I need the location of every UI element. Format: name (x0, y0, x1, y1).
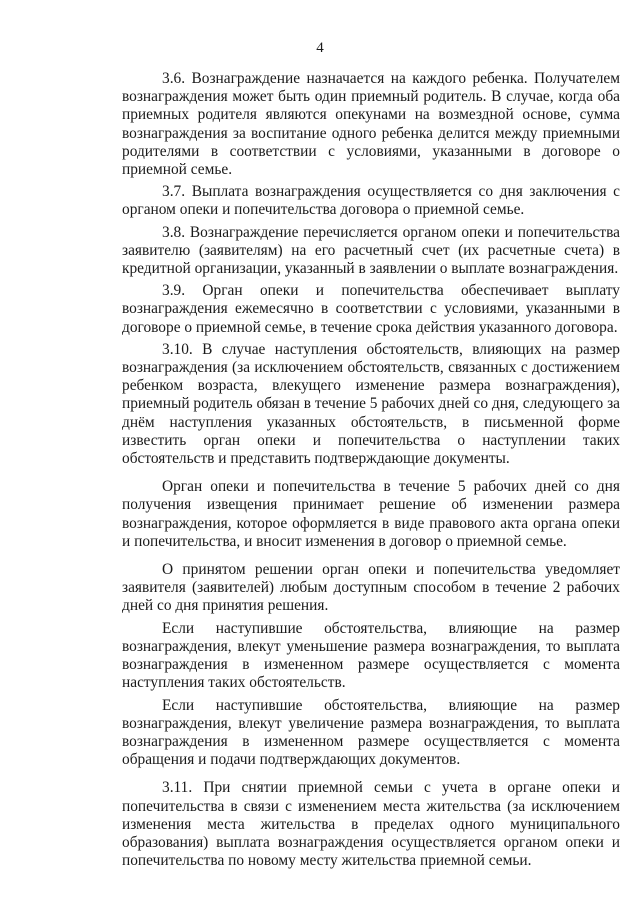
paragraph-notification: О принятом решении орган опеки и попечительства уведомляет заявителя (заявителей) любым доступным способом в течение 2 рабочих дней со дня принятия решения. (122, 561, 620, 615)
paragraph-increase: Если наступившие обстоятельства, влияющие на размер вознаграждения, влекут увеличение размера вознаграждения, то выплата вознаграждения в измененном размере осуществляется с момента обращения и подачи подтверждающих документов. (122, 696, 620, 769)
document-body (122, 70, 620, 874)
page-number: 4 (316, 40, 324, 56)
paragraph-decrease: Если наступившие обстоятельства, влияющие на размер вознаграждения, влекут уменьшение размера вознаграждения, то выплата вознаграждения в измененном размере осуществляется с момента наступления таких обстоятельств. (122, 619, 620, 692)
paragraph-3-10: 3.10. В случае наступления обстоятельств, влияющих на размер вознаграждения (за исключением обстоятельств, связанных с достижением ребенком возраста, влекущего изменение размера вознаграждения), приемный родитель обязан в течение 5 рабочих дней со дня, следующего за днём наступления указанных обстоятельств, в письменной форме известить орган опеки и попечительства о наступлении таких обстоятельств и представить подтверждающие документы. (122, 340, 620, 468)
paragraph-3-9: 3.9. Орган опеки и попечительства обеспечивает выплату вознаграждения ежемесячно в соответствии с условиями, указанными в договоре о приемной семье, в течение срока действия указанного договора. (122, 282, 620, 336)
paragraph-3-11: 3.11. При снятии приемной семьи с учета в органе опеки и попечительства в связи с изменением места жительства (за исключением изменения места жительства в пределах одного муниципального образования) выплата вознаграждения осуществляется органом опеки и попечительства по новому месту жительства приемной семьи. (122, 779, 620, 870)
paragraph-decision: Орган опеки и попечительства в течение 5 рабочих дней со дня получения извещения принимает решение об изменении размера вознаграждения, которое оформляется в виде правового акта органа опеки и попечительства, и вносит изменения в договор о приемной семье. (122, 478, 620, 550)
paragraph-3-6: 3.6. Вознаграждение назначается на каждого ребенка. Получателем вознаграждения может быть один приемный родитель. В случае, когда оба приемных родителя являются опекунами на возмездной основе, сумма вознаграждения за воспитание одного ребенка делится между приемными родителями в соответствии с условиями, указанными в договоре о приемной семье. (122, 70, 620, 179)
paragraph-3-8: 3.8. Вознаграждение перечисляется органом опеки и попечительства заявителю (заявителям) на его расчетный счет (их расчетные счета) в кредитной организации, указанный в заявлении о выплате вознаграждения. (122, 223, 620, 278)
paragraph-3-7: 3.7. Выплата вознаграждения осуществляется со дня заключения с органом опеки и попечительства договора о приемной семье. (122, 183, 620, 219)
